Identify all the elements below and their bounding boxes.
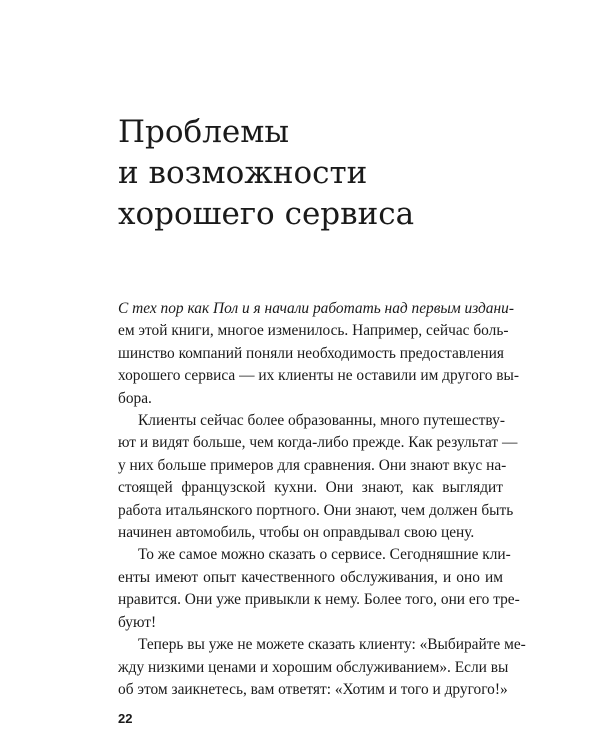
- paragraph-3: [118, 544, 520, 634]
- paragraph-line: Клиенты сейчас более образованны, много путешеству-: [138, 412, 505, 430]
- paragraph-line: начинен автомобиль, чтобы он оправдывал свою цену.: [118, 524, 475, 542]
- chapter-title-line: Проблемы: [118, 114, 290, 150]
- paragraph-line: работа итальянского портного. Они знают, чем должен быть: [118, 501, 514, 519]
- paragraph-1: [118, 298, 519, 410]
- paragraph-line: Теперь вы уже не можете сказать клиенту: «Выбирайте ме-: [138, 636, 526, 654]
- body-text: [118, 298, 526, 701]
- paragraph-line: буют!: [118, 613, 157, 631]
- paragraph-line: бора.: [118, 389, 152, 407]
- paragraph-line: нравится. Они уже привыкли к нему. Более того, они его тре-: [118, 591, 520, 609]
- paragraph-2: [118, 410, 518, 544]
- paragraph-line: ем этой книги, многое изменилось. Например, сейчас боль-: [118, 322, 509, 340]
- paragraph-line: об этом заикнетесь, вам ответят: «Хотим и того и другого!»: [118, 680, 508, 698]
- paragraph-4: [118, 634, 526, 701]
- chapter-title-line: хорошего сервиса: [118, 196, 415, 232]
- paragraph-line: шинство компаний поняли необходимость предоставления: [118, 344, 504, 362]
- paragraph-line: жду низкими ценами и хорошим обслуживанием». Если вы: [118, 658, 509, 676]
- chapter-title: [118, 112, 538, 235]
- paragraph-line: стоящей французской кухни. Они знают, как выглядит: [118, 479, 503, 497]
- paragraph-line: То же самое можно сказать о сервисе. Сегодняшние кли-: [138, 546, 511, 564]
- paragraph-line: хорошего сервиса — их клиенты не оставили им другого вы-: [118, 367, 519, 385]
- chapter-title-line: и возможности: [118, 155, 368, 191]
- paragraph-line: ют и видят больше, чем когда-либо прежде. Как результат —: [118, 434, 518, 452]
- page-number: 22: [118, 711, 133, 726]
- paragraph-line: С тех пор как Пол и я начали работать над первым издани-: [118, 300, 514, 317]
- paragraph-line: у них больше примеров для сравнения. Они знают вкус на-: [118, 456, 507, 474]
- paragraph-line: енты имеют опыт качественного обслуживания, и оно им: [118, 568, 503, 586]
